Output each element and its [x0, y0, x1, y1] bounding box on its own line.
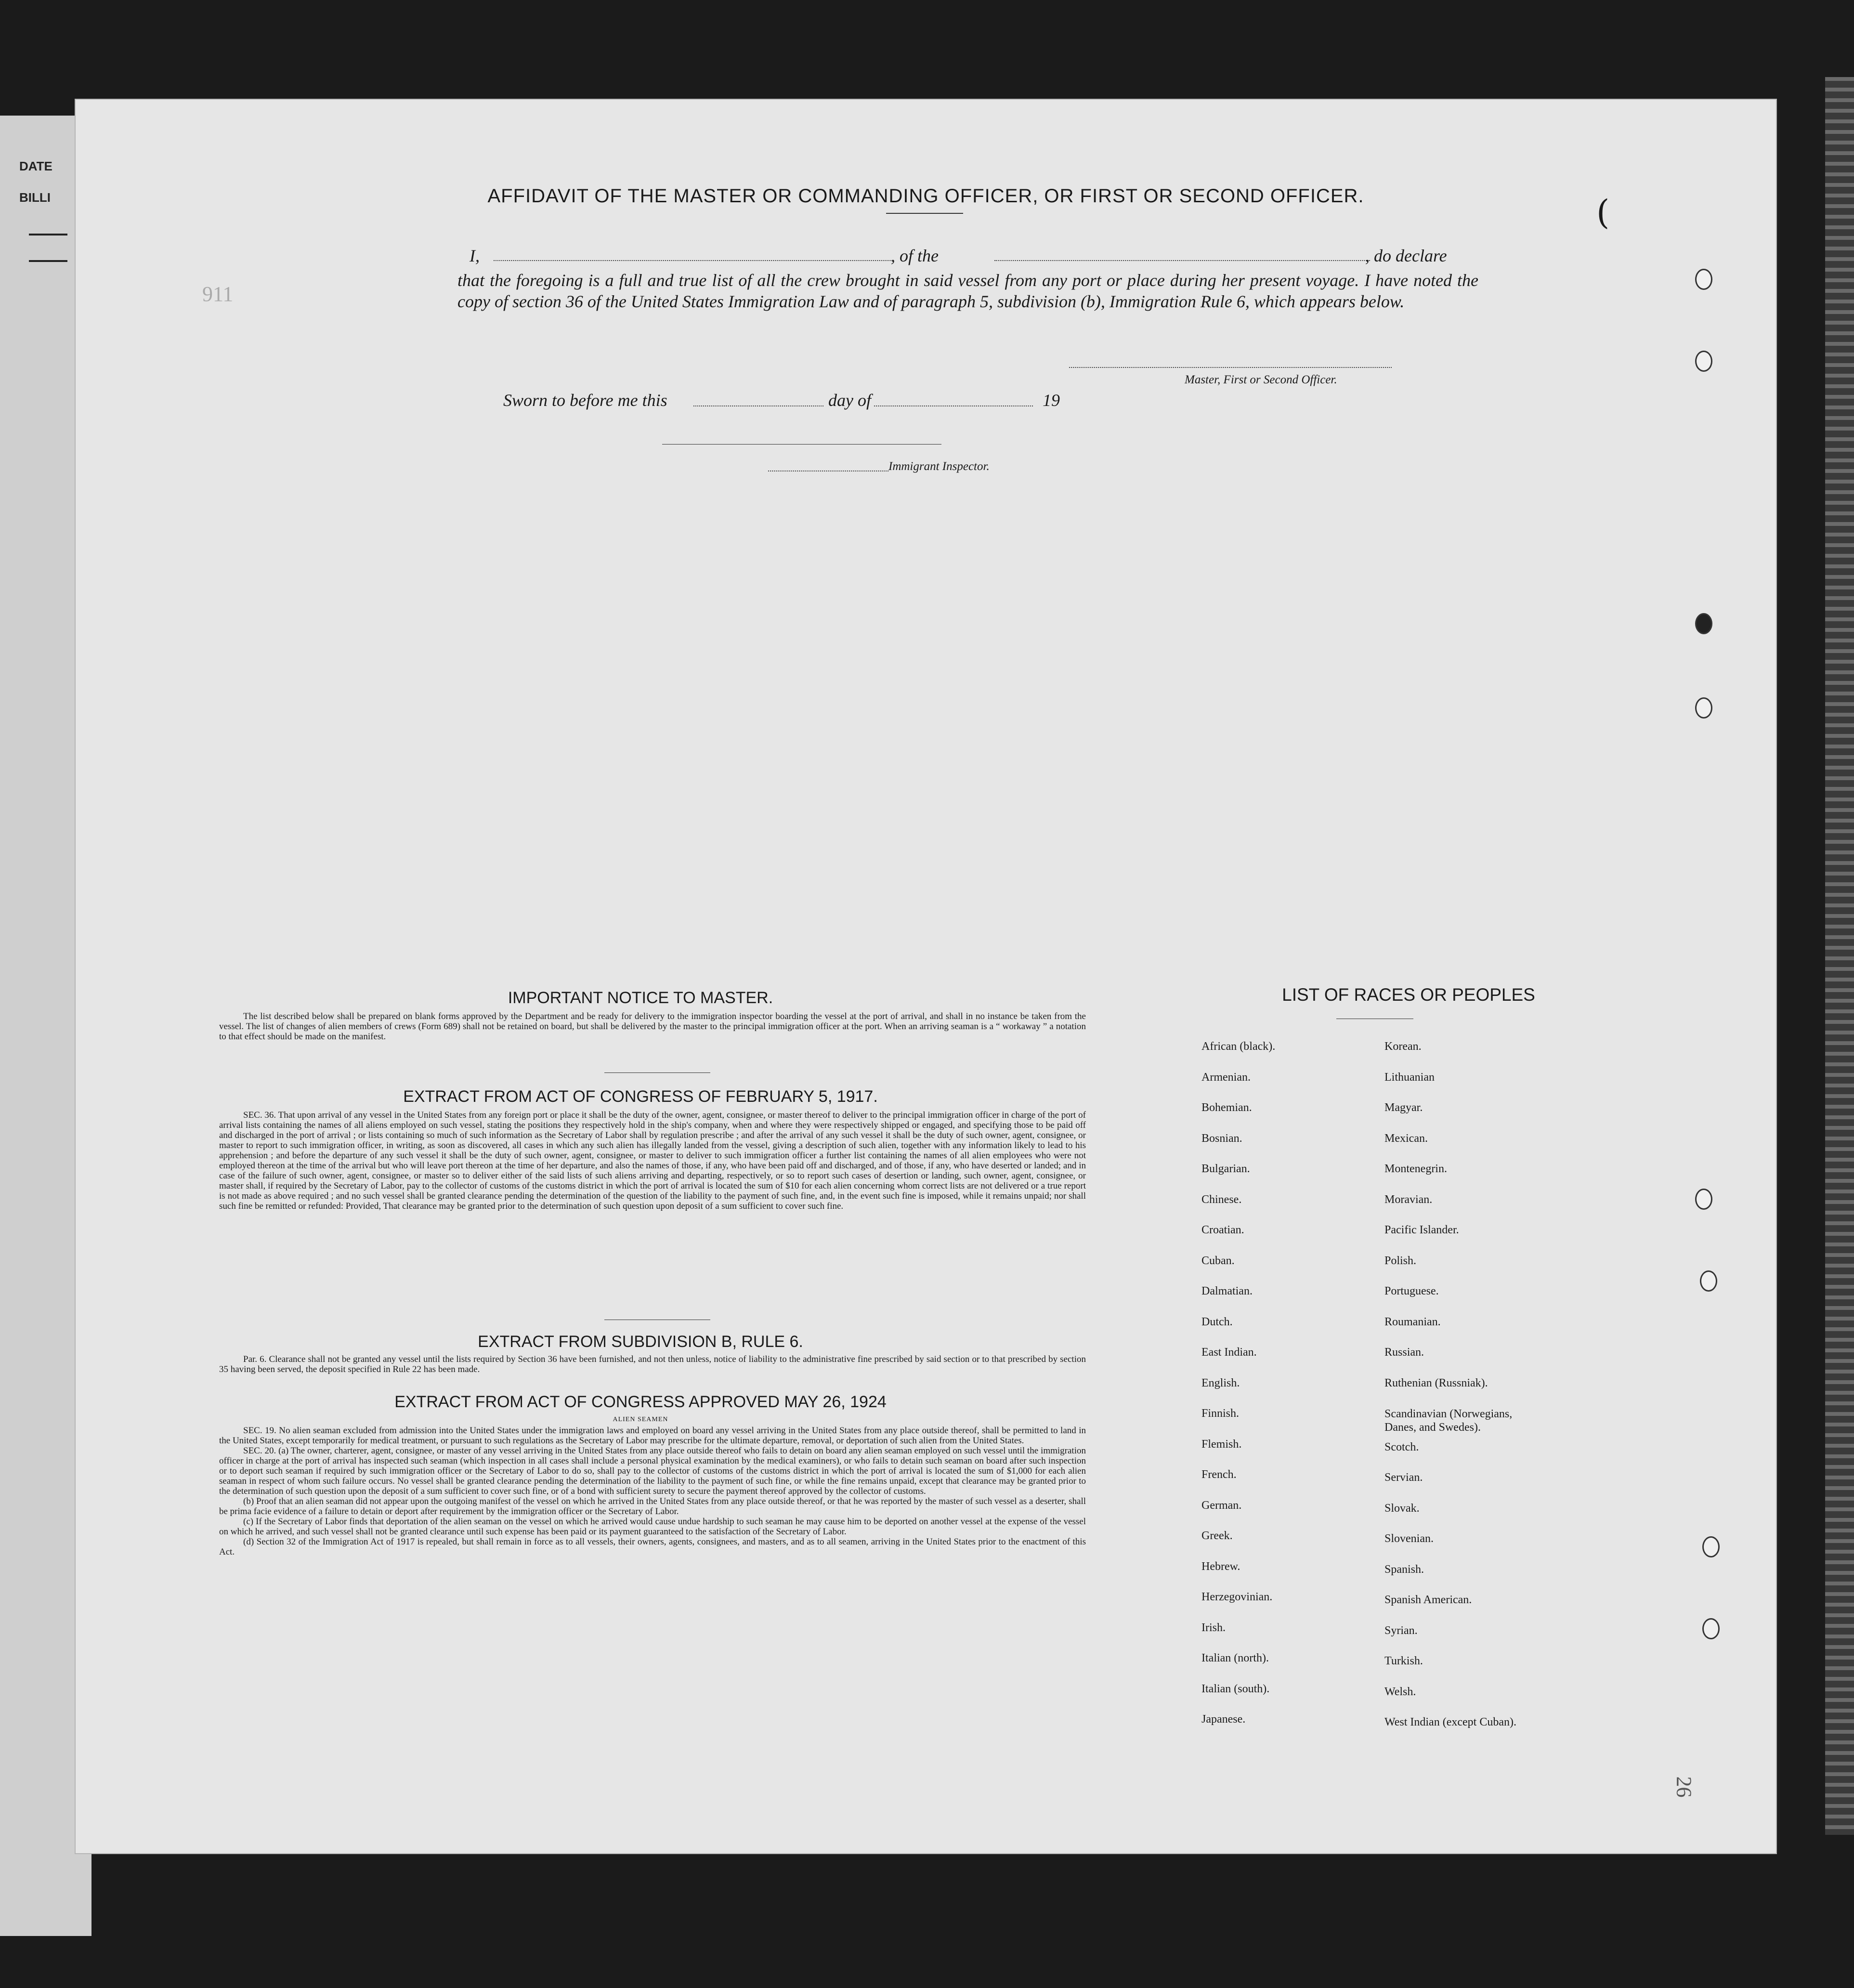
- race-item: Dutch.: [1201, 1315, 1233, 1328]
- races-title: LIST OF RACES OR PEOPLES: [1282, 985, 1535, 1005]
- extract-1924-subtitle: ALIEN SEAMEN: [613, 1416, 668, 1423]
- race-item: Portuguese.: [1384, 1285, 1439, 1297]
- race-item: Cuban.: [1201, 1254, 1235, 1267]
- race-item: Dalmatian.: [1201, 1285, 1253, 1297]
- declaration-i: I,: [470, 246, 480, 265]
- race-item: Slovenian.: [1384, 1532, 1434, 1545]
- binder-hole: [1695, 1189, 1712, 1210]
- race-item: Finnish.: [1201, 1407, 1240, 1420]
- underlying-text-date: DATE: [19, 159, 52, 173]
- binder-hole: [1695, 697, 1712, 719]
- sworn-month-blank: [874, 405, 1033, 406]
- vessel-blank: [994, 260, 1370, 261]
- race-item: Ruthenian (Russniak).: [1384, 1376, 1488, 1389]
- document-page: [75, 99, 1777, 1854]
- extract-1924-body: [219, 1426, 1086, 1557]
- binder-hole: [1695, 269, 1712, 290]
- bottom-right-number: 26: [1672, 1776, 1696, 1798]
- signature-line: [1069, 367, 1392, 368]
- race-item: Bosnian.: [1201, 1132, 1242, 1145]
- race-item: Bohemian.: [1201, 1101, 1252, 1114]
- binder-hole: [1695, 613, 1712, 634]
- sec20d-text: (d) Section 32 of the Immigration Act of 1917 is repealed, but shall remain in force as to all vessels, their owners, agents, consignees, and masters, and as to all seamen, arriving in the United States prior to the enactment of this Act.: [219, 1537, 1086, 1557]
- sworn-year: 19: [1043, 391, 1060, 410]
- binding-strip: [1825, 77, 1854, 1835]
- race-item: Chinese.: [1201, 1193, 1242, 1206]
- extract-1917-title: EXTRACT FROM ACT OF CONGRESS OF FEBRUARY 5, 1917.: [403, 1087, 878, 1106]
- section-rule: [604, 1072, 710, 1073]
- notice-text: The list described below shall be prepared on blank forms approved by the Department and be ready for delivery to the immigration inspector boarding the vessel at the port of arrival, and shall in no instance be taken from the vessel. The list of changes of alien members of crews (Form 689) shall not be retained on board, but shall be delivered by the master to the principal immigration officer at the port. When an arriving seaman is a “ workaway ” a notation to that effect should be made on the manifest.: [219, 1011, 1086, 1042]
- race-item: Spanish.: [1384, 1563, 1424, 1576]
- underlying-text-billi: BILLI: [19, 190, 51, 205]
- race-item: Bulgarian.: [1201, 1163, 1250, 1175]
- sworn-day-of: day of: [828, 391, 871, 410]
- race-item: Irish.: [1201, 1621, 1226, 1634]
- name-blank: [494, 260, 893, 261]
- race-item: Italian (south).: [1201, 1682, 1270, 1695]
- race-item: Scotch.: [1384, 1440, 1419, 1453]
- race-item: Magyar.: [1384, 1101, 1423, 1114]
- extract-1917-text: SEC. 36. That upon arrival of any vessel in the United States from any foreign port or place it shall be the duty of the owner, agent, consignee, or master thereof to deliver to the principal immigration officer in charge of the port of arrival lists containing the names of all aliens employed on such vessel, stating the positions they respectively hold in the ship's company, when and where they were respectively shipped or engaged, and specifying those to be paid off and discharged in the port of arrival ; or lists containing so much of such information as the Secretary of Labor shall by regulation prescribe ; and after the arrival of any such vessel it shall be the duty of such owner, agent, consignee, or master to report to such immigration officer, in writing, as soon as discovered, all cases in which any such alien has illegally landed from the vessel, giving a description of such alien, together with any information likely to lead to his apprehension ; and before the departure of any such vessel it shall be the duty of such owner, agent, consignee, or master to deliver to such immigration officer a further list containing the names of all alien employees who were not employed thereon at the time of the arrival but who will leave port thereon at the time of her departure, and also the names of those, if any, who have been paid off and discharged, and of those, if any, who have deserted or landed; and in case of the failure of such owner, agent, consignee, or master so to deliver either of the said lists of such aliens arriving and departing, respectively, or so to report such cases of desertion or landing, such owner, agent, consignee, or master shall, if required by the Secretary of Labor, pay to the collector of customs of the customs district in which the port of arrival is located the sum of $10 for each alien concerning whom correct lists are not delivered or a true report is not made as above required ; and no such vessel shall be granted clearance pending the determination of the question of the liability to the payment of such fine, and, in the event such fine is imposed, while it remains unpaid; nor shall such fine be remitted or refunded: Provided, That clearance may be granted prior to the determination of such question upon deposit of a sum sufficient to cover such fine.: [219, 1110, 1086, 1211]
- pencil-mark: (: [1596, 193, 1610, 232]
- extract-rule6-title: EXTRACT FROM SUBDIVISION B, RULE 6.: [478, 1333, 803, 1351]
- sec20c-text: (c) If the Secretary of Labor finds that deportation of the alien seaman on the vessel on which he arrived would cause undue hardship to such seaman he may cause him to be deported on another vessel at the expense of the vessel on which he arrived, and such vessel shall not be granted clearance until such expense has been paid or its payment guaranteed to the satisfaction of the Secretary of Labor.: [219, 1517, 1086, 1537]
- race-item: West Indian (except Cuban).: [1384, 1716, 1516, 1729]
- race-item: Lithuanian: [1384, 1071, 1435, 1084]
- declaration-paragraph: that the foregoing is a full and true list of all the crew brought in said vessel from any port or place during her present voyage. I have noted the copy of section 36 of the United States Immigration Law and of paragraph 5, subdivision (b), Immigration Rule 6, which appears below.: [457, 271, 1478, 311]
- sworn-prefix: Sworn to before me this: [503, 391, 667, 410]
- race-item: Roumanian.: [1384, 1315, 1441, 1328]
- race-item: Flemish.: [1201, 1438, 1242, 1451]
- race-item: Greek.: [1201, 1530, 1233, 1542]
- race-item: Croatian.: [1201, 1224, 1244, 1236]
- affidavit-title: AFFIDAVIT OF THE MASTER OR COMMANDING OFFICER, OR FIRST OR SECOND OFFICER.: [487, 185, 1364, 207]
- extract-1924-title: EXTRACT FROM ACT OF CONGRESS APPROVED MAY 26, 1924: [394, 1393, 887, 1411]
- underlying-mark: [29, 234, 67, 235]
- title-rule: [886, 213, 963, 214]
- race-item: East Indian.: [1201, 1346, 1257, 1359]
- race-item: French.: [1201, 1468, 1237, 1481]
- race-item: Scandinavian (Norwegians, Danes, and Swedes).: [1384, 1408, 1513, 1434]
- race-item: Slovak.: [1384, 1502, 1420, 1515]
- underlying-mark: [29, 260, 67, 262]
- sec20a-text: SEC. 20. (a) The owner, charterer, agent, consignee, or master of any vessel arriving in the United States from any place outside thereof who fails to detain on board any alien seaman employed on such vessel until the immigration officer in charge at the port of arrival has inspected such seaman (which inspection in all cases shall include a personal physical examination by the medical examiners), or who fails to detain such seaman on board after such inspection or to deport such seaman if required by such immigration officer or the Secretary of Labor to do so, shall pay to the collector of customs of the customs district in which the port of arrival is located the sum of $1,000 for each alien seaman in respect of whom such failure occurs. No vessel shall be granted clearance pending the determination of the liability to the payment of such fine, or while the fine remains unpaid, except that clearance may be granted prior to the determination of such question upon the deposit of a sum sufficient to cover such fine, or of a bond with sufficient surety to secure the payment thereof approved by the collector of customs.: [219, 1446, 1086, 1496]
- race-item: Spanish American.: [1384, 1594, 1472, 1607]
- race-item: Montenegrin.: [1384, 1163, 1447, 1175]
- sworn-day-blank: [693, 405, 823, 406]
- race-item: Hebrew.: [1201, 1560, 1240, 1573]
- race-item: English.: [1201, 1376, 1240, 1389]
- race-item: Syrian.: [1384, 1624, 1418, 1637]
- race-item: Italian (north).: [1201, 1652, 1269, 1664]
- declaration-do-declare: , do declare: [1365, 246, 1447, 265]
- binder-hole: [1695, 351, 1712, 372]
- race-item: Servian.: [1384, 1471, 1423, 1484]
- inspector-rule: [662, 444, 941, 445]
- declaration-of-the: , of the: [891, 246, 939, 265]
- race-item: Herzegovinian.: [1201, 1591, 1273, 1603]
- notice-title: IMPORTANT NOTICE TO MASTER.: [508, 989, 773, 1007]
- faint-page-number: 911: [202, 282, 234, 306]
- extract-rule6-text: Par. 6. Clearance shall not be granted any vessel until the lists required by Section 36 have been furnished, and not then unless, notice of liability to the administrative fine prescribed by said section or to that prescribed by section 35 having been served, the deposit specified in Rule 22 has been made.: [219, 1354, 1086, 1374]
- race-item: Pacific Islander.: [1384, 1224, 1459, 1236]
- race-item: African (black).: [1201, 1040, 1276, 1053]
- binder-hole: [1702, 1618, 1720, 1639]
- race-item: Welsh.: [1384, 1685, 1416, 1698]
- race-item: Polish.: [1384, 1254, 1417, 1267]
- sec20b-text: (b) Proof that an alien seaman did not appear upon the outgoing manifest of the vessel on which he arrived in the United States from any place outside thereof, or that he was reported by the master of such vessel as a deserter, shall be prima facie evidence of a failure to detain or deport after requirement by the immigration officer or the Secretary of Labor.: [219, 1496, 1086, 1517]
- race-item: German.: [1201, 1499, 1242, 1512]
- binder-hole: [1702, 1536, 1720, 1557]
- race-item: Armenian.: [1201, 1071, 1251, 1084]
- race-item: Russian.: [1384, 1346, 1424, 1359]
- race-item: Japanese.: [1201, 1713, 1246, 1726]
- signature-label: Master, First or Second Officer.: [1185, 373, 1337, 386]
- race-item: Turkish.: [1384, 1655, 1423, 1668]
- race-item: Moravian.: [1384, 1193, 1433, 1206]
- sec19-text: SEC. 19. No alien seaman excluded from admission into the United States under the immigration laws and employed on board any vessel arriving in the United States from any place outside thereof, shall be permitted to land in the United States, except temporarily for medical treatment, or pursuant to such regulations as the Secretary of Labor may prescribe for the ultimate departure, removal, or deportation of such alien from the United States.: [219, 1426, 1086, 1446]
- binder-hole: [1700, 1270, 1717, 1292]
- inspector-label: Immigrant Inspector.: [888, 460, 990, 473]
- race-item: Mexican.: [1384, 1132, 1428, 1145]
- race-item: Korean.: [1384, 1040, 1422, 1053]
